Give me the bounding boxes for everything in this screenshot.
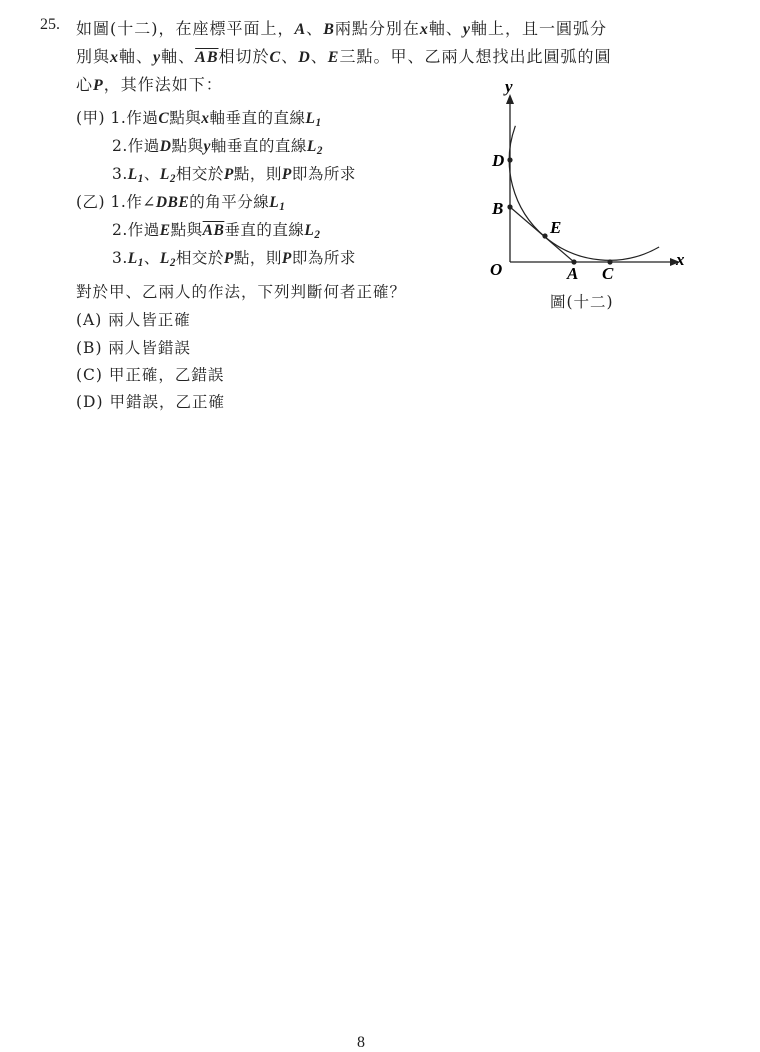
option-a[interactable]: (A) 兩人皆正確 [76,311,191,329]
step-text: 2.作過 [112,137,160,155]
angle-DBE-label: DBE [155,194,190,211]
figure-label-B: B [492,199,504,218]
stem-sep: 、 [310,47,328,66]
step-text: 點與 [170,221,203,239]
stem-text: 三點。甲、乙兩人想找出此圓弧的圓 [339,47,612,66]
figure-label-D: D [492,151,505,170]
point-P-label: P [93,77,104,94]
step-text: 3. [112,165,128,183]
stem-sep: 、 [306,19,324,38]
stem-text: ，其作法如下： [103,75,223,94]
origin-label: O [490,260,503,279]
step-text: 相交於 [175,249,224,267]
point-P-label: P [281,250,292,267]
figure-label-C: C [602,264,614,283]
stem-text: 兩點分別在 [334,19,420,38]
point-C-label: C [269,49,282,66]
step-text: 軸垂直的直線 [209,109,306,127]
stem-text: 軸、 [119,47,154,66]
question-stem-line-2 [76,44,611,67]
stem-sep: 、 [281,47,299,66]
circle-arc [509,126,659,261]
stem-text: 軸 [428,19,446,38]
point-E [542,233,547,238]
y-var: y [153,49,162,66]
step-text: 點與 [169,109,202,127]
tangent-line-AB [510,207,574,262]
step-text: 1.作∠ [110,193,156,211]
segment-AB: $\overline{AB}$ [195,49,219,66]
stem-text: 別與 [76,47,111,66]
question-prompt: 對於甲、乙兩人的作法，下列判斷何者正確？ [76,283,407,301]
point-B-label: B [323,21,335,38]
option-c[interactable]: (C) 甲正確，乙錯誤 [76,366,225,384]
subscript: 2 [314,228,321,241]
x-var: x [201,110,210,127]
step-text: 1.作過 [110,109,159,127]
y-axis-label: y [505,77,513,96]
y-var: y [203,138,211,155]
figure-twelve [485,74,695,320]
line-L-label: L [269,194,280,211]
method-jia-step-3 [112,162,356,185]
stem-text: 相切於 [218,47,270,66]
step-text: 軸垂直的直線 [210,137,307,155]
line-L-label: L [304,222,315,239]
step-text: 即為所求 [291,249,356,267]
line-L-label: L [127,166,138,183]
method-yi-step-3 [112,246,356,269]
line-L-label: L [306,138,317,155]
step-text: 點，則 [233,249,282,267]
step-text: 、 [143,249,160,267]
subscript: 2 [169,256,176,269]
stem-text: 心 [76,75,94,94]
step-text: 的角平分線 [189,193,270,211]
line-L-label: L [159,166,170,183]
stem-text: 軸、 [161,47,196,66]
point-D-label: D [159,138,172,155]
line-L-label: L [305,110,316,127]
method-jia-label: (甲) [76,109,106,127]
subscript: 2 [169,172,176,185]
stem-sep: 、 [445,19,463,38]
y-var: y [462,21,472,38]
option-d[interactable]: (D) 甲錯誤，乙正確 [76,393,225,411]
method-yi-label: (乙) [76,193,106,211]
question-stem-line-1 [76,16,607,39]
step-text: 點與 [171,137,204,155]
stem-text: 軸上，且一圓弧分 [471,19,608,38]
step-text: 、 [143,165,160,183]
figure-caption: 圖(十二) [550,293,614,311]
method-jia-step-1 [76,106,322,129]
page-number: 8 [357,1034,365,1051]
step-text: 垂直的直線 [224,221,305,239]
method-yi-step-1 [76,190,285,213]
line-L-label: L [159,250,170,267]
option-b[interactable]: (B) 兩人皆錯誤 [76,339,191,357]
point-P-label: P [223,166,234,183]
step-text: 3. [112,249,128,267]
subscript: 2 [316,144,323,157]
stem-text: 如圖(十二)，在座標平面上， [76,19,295,38]
method-jia-step-2 [112,134,323,157]
point-P-label: P [281,166,292,183]
step-text: 即為所求 [291,165,356,183]
subscript: 1 [137,172,144,185]
question-number: 25. [40,16,60,33]
subscript: 1 [315,116,322,129]
point-D [507,157,512,162]
point-C-label: C [158,110,170,127]
x-var: x [110,49,120,66]
step-text: 相交於 [175,165,224,183]
line-L-label: L [127,250,138,267]
figure-label-E: E [550,218,562,237]
point-P-label: P [223,250,234,267]
point-E-label: E [327,49,340,66]
segment-AB: $\overline{AB}$ [202,222,225,239]
figure-label-A: A [567,264,579,283]
x-var: x [419,21,429,38]
question-stem-line-3 [76,72,223,95]
step-text: 點，則 [233,165,282,183]
point-A-label: A [294,21,307,38]
step-text: 2.作過 [112,221,160,239]
subscript: 1 [279,200,286,213]
subscript: 1 [137,256,144,269]
point-E-label: E [159,222,171,239]
point-D-label: D [298,49,311,66]
method-yi-step-2 [112,218,320,241]
point-B [507,204,512,209]
x-axis-label: x [676,250,685,269]
